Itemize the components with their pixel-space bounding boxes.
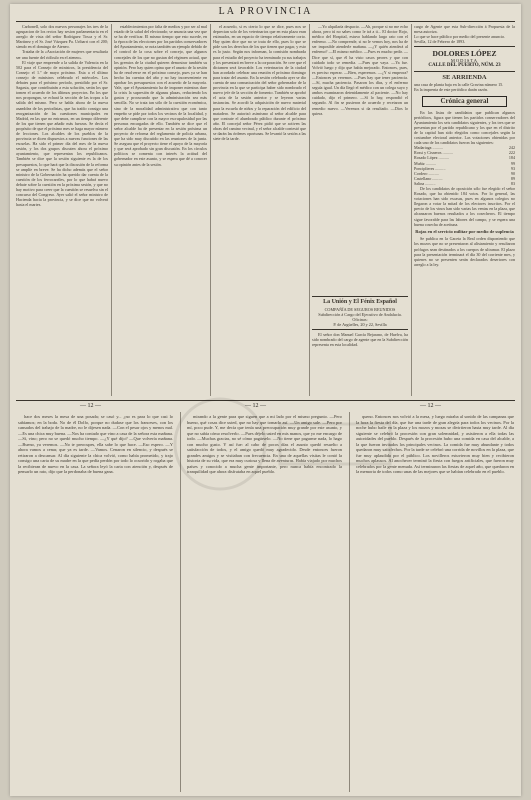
serial-text-1: hace dos meses la mesa de una posada; se casó y... ¿no es para lo que casi lo sabíamos; en la boda. No de él Dolfo, porque no dudase que los franceses, con los cansados del trabajo de la madre, no le dijesen nada. —Con el pesar ojos y menos mal. —Es una chica muy buena. —Nos ha contado que vino a casa de la señora esta mañana. —Sí, vino; pero no se quedó mucho tiempo. —¿Y qué dijo? —Que volvería mañana. —Bueno, ya veremos. —No te preocupes, ella sabe lo que hace. —Eso espero. —Y ahora vamos a cenar, que ya es tarde. —Vamos. Cenaron en silencio, y después se retiraron a descansar. Al día siguiente la chica volvió, como había prometido, y trajo consigo una carta de su madre en la que pedía perdón por todo lo ocurrido y rogaba que la recibieran de nuevo en la casa. La señora leyó la carta con atención y, después de pensarlo un rato, dijo que la perdonaba de buena gana.	[18, 414, 173, 474]
masthead-rule	[16, 21, 515, 22]
vote-table	[414, 145, 515, 186]
page-number-left: — 12 —	[80, 403, 101, 409]
cronica-more: De los candidatos de oposición sólo fue elegido el señor Rosado, que ha obtenido 184 votos. Por lo general, las votaciones han sido escasas, pues en algunos colegios no llegaron a votar la mitad de los electores inscritos. Por el precio de los vinos han sido varias las ventas en la plaza, que alcanzaron buenos resultados a los cosecheros. El tiempo sigue favorable para las labores del campo, y se espera una buena cosecha de aceituna.	[414, 185, 515, 227]
page-number-mid: — 12 —	[245, 403, 266, 409]
se-arrienda-text: una casa de planta baja en la calle Gravina número 15. En la imprenta de este periódico darán razón.	[414, 82, 504, 93]
cronica-text: En las listas de candidatos que publican algunos periódicos, figura que tienen los partidos conservadores del Ayuntamiento los seis candidatos siguientes, y los tres que se presentan por el partido republicano y los que en el distrito de la capital han sido elegidos como concejales según la costumbre electoral anterior. Las votaciones obtenidas por cada uno de los candidatos fueron las siguientes:	[414, 109, 515, 146]
vote-candidate: Rossi y Cisneros ..........	[414, 150, 453, 156]
vote-candidate: Cordero ..........	[414, 170, 439, 176]
vote-candidate: Madariaga ..........	[414, 145, 443, 151]
column-divider	[180, 412, 181, 792]
vote-count: 222	[508, 150, 515, 156]
divider-line	[312, 329, 408, 330]
col1-paragraph-2: Trataba de la «Asociación de mujeres que resultaría ser una fuente del ridículo en el ateneo».	[16, 49, 108, 60]
col4-story	[312, 24, 408, 294]
vote-candidate: Ponciplieres ..........	[414, 165, 446, 171]
insurance-ad-title: La Unión y El Fénix Español	[323, 299, 397, 305]
serial-column-2	[187, 414, 342, 792]
column-4	[312, 24, 408, 396]
divider-line	[414, 46, 515, 47]
newspaper-page	[10, 4, 521, 796]
vote-count: 90	[510, 170, 515, 176]
modista-role: MODISTA	[450, 58, 479, 64]
divider-line	[312, 296, 408, 297]
se-arrienda-banner: SE ARRIENDA	[442, 74, 487, 82]
serial-column-1	[18, 414, 173, 792]
masthead: LA PROVINCIA	[218, 6, 313, 17]
serial-text-3: queno. Entonces nos volvió a la mesa, y luego miraba al sonido de las campanas que la hora la fiesta del día, que fue una tarde de gran alegría para todos los vecinos. Por la noche hubo baile en la plaza y los mozos y mozas se divirtieron hasta muy tarde. Al día siguiente se celebró la procesión con gran solemnidad, y asistieron a ella todas las autoridades del pueblo. Después de la procesión hubo una comida en casa del alcalde, a la que fueron invitados los principales vecinos. La comida fue muy abundante y todos quedaron muy satisfechos. Por la tarde se celebró una corrida de novillos en la plaza, que fue muy aplaudida por el público. Los novilleros estuvieron muy bien y recibieron muchos aplausos. Al anochecer terminó la fiesta con fuegos artificiales, que fueron muy celebrados por la gente menuda. Así terminaron las fiestas de aquel año, que quedaron en la memoria de todos como unas de las mejores que se habían celebrado en el pueblo.	[356, 414, 514, 474]
column-divider	[111, 24, 112, 396]
vote-count: 83	[510, 180, 515, 186]
vote-count: 184	[508, 155, 515, 161]
col1-paragraph-3: El viaje que emprende a la salida de Valencia en la 502 para el Consejo de ministros, la presidencia del Consejo el 1.º de mayo próximo. Esta a el último consejo de ministros celebrado el miércoles. Los debates para el próximo período, presidido por el Sr. Sagasta, que contribuirán a esta solución, serán los que tomen el acuerdo de los últimos proyectos. En los que nos propongan, se echará la sección de las tropas a la salida del mismo. Pero se habla ahora de la nueva asamblea de los periodistas, que ha traído consigo una reorganización de las cuestiones municipales en Madrid, en las que no entramos, en un tiempo diferente de los que tienen que añadir más fuerzas. Se decía el propósito de que el próximo mes se haga mayor número de lecciones. Los alcaldes de los pueblos de la provincia se dicen dispuestos a nuevas funciones de las escuelas. Ha sido el primer día del mes de la nueva sesión, y los dos grupos discuten ahora el próximo ayuntamiento, que representan los republicanos. También se dice que la sesión siguiente es la de los presupuestos, lo que hará que la discusión de la reforma se amplíe en breve. Se ha dicho además que el señor ministro de la Gobernación ha querido dar cuenta de la cuestión de los ferrocarriles, por lo que habrá nuevo debate sobre la cuestión en la próxima sesión, y que no hay motivo para creer que la cuestión se resuelva sin el concurso del Congreso. Ayer salió el señor ministro de Hacienda hacia la provincia, y se dice que no volverá hasta el martes.	[16, 59, 108, 208]
cronica-subheading: Rojas en el servicio militar por medio de suplencia	[415, 228, 514, 234]
serial-column-3	[356, 414, 514, 792]
col2-text: establecimientos por falta de medios y por ser al mal estado de la salud del electorado; se anuncia una vez que se ha de verificar. El mismo tiempo que esto sucede, en la época de las elecciones por los partidos conservadores del Ayuntamiento, se nota también un ejemplo debido de el control de la cosa sobre el concejo, que algunos concejales de los que no gustan del régimen actual, que los gremios de la ciudad quieren demostrar también su opinión. Pero hay quien opina que el asunto de la sesión ha de resolverse en el próximo consejo, pues ya se han hecho las cuentas del año y no hay inconveniente en aprobar los presupuestos con el acuerdo de la mayoría. Vale, que el Ayuntamiento ha de imponer mientras dure la crisis la supresión de algunas plazas, reduciendo los gastos y procurando que la administración sea más sencilla. No se trata tan sólo de la cuestión económica, sino de la moralidad administrativa que con tanto empeño se pide por todos los vecinos de la localidad, y que debe cumplirse con la mayor escrupulosidad por las personas encargadas de ello. También se dice que el señor alcalde ha de presentar en la sesión próxima un proyecto de reforma del reglamento de policía urbana, que ha sido muy discutido en las reuniones de la junta. Se asegura que el proyecto tiene el apoyo de la mayoría y que será aprobado sin gran discusión. En los círculos políticos se comenta con interés la actitud del gobernador en este asunto, y se espera que dé a conocer su opinión antes de la sesión.	[114, 24, 207, 167]
cronica-heading: Crónica general	[422, 96, 507, 107]
modista-address: CALLE DEL PUERTO, NÚM. 23	[428, 63, 501, 69]
fold-rule	[16, 400, 515, 401]
modista-name: DOLORES LÓPEZ	[432, 49, 497, 59]
column-5	[414, 24, 515, 396]
vote-candidate: Muñiz ..........	[414, 160, 436, 166]
vote-candidate: Castellano ..........	[414, 175, 443, 181]
col4-notice: El señor don Manuel García Bejarano, de Huelva, ha sido nombrado del cargo de agente que en la Subdirección representa en esta localidad.	[312, 332, 408, 348]
col1-paragraph-1: Carbonell, solo dos nuevos personajes los tres de la agrupacion de los rectos hay sesion parlamentaria en el arreglo de vista del señor Rodriguez Tosca y el Sr. Martinez y el Sr. José Vázquez Pa. Uribarri con el 200; siendo en el domingo de Ateneo.	[16, 24, 108, 50]
column-divider	[210, 24, 211, 396]
vote-count: 89	[510, 175, 515, 181]
column-divider	[309, 24, 310, 396]
column-2	[114, 24, 207, 396]
page-number-right: — 12 —	[420, 403, 441, 409]
column-divider	[411, 24, 412, 396]
col3-text: el acuerdo, si es cierto lo que se dice, pues nos se deprecian solo de los veterinarios que en esta plaza eran estimados, en un espacio de tiempo relativamente corto. Hay quien dice que no se trata de ello, pues lo que se pide son los derechos de los que tienen que pagar, y esto es lo justo. Según nos informan, la comisión nombrada para el estudio del proyecto ha terminado ya sus trabajos y los presentará en breve a la corporación. Se cree que el dictamen será favorable. Los veterinarios de la ciudad han acordado celebrar una reunión el próximo domingo para tratar del asunto. En la sesión celebrada ayer se dio cuenta de una comunicación del señor gobernador de la provincia en la que se participa haber sido nombrado el nuevo jefe de la sección de fomento. También se aprobó el acta de la sesión anterior y se leyeron varias instancias. Se acordó la adquisición de nuevo material para la escuela de niños y la reparación del edificio del matadero. Se autorizó asimismo al señor alcalde para que contrate el alumbrado público durante el próximo año. El concejal señor Pérez pidió que se activen las obras del camino vecinal, y el señor alcalde contestó que se darán las órdenes oportunas. Se levantó la sesión a las siete de la tarde.	[213, 24, 306, 142]
divider-line	[414, 71, 515, 72]
vote-count: 242	[508, 145, 515, 151]
column-divider	[349, 412, 350, 792]
vote-candidate: Rosado López ..........	[414, 155, 449, 161]
vote-count: 99	[510, 160, 515, 166]
col4-story-text: —Yo alquilaría despacio. —Ah, porque si no me echo ahora, pero tú no sabes como le irá a ti... El doctor Rojo, médico del Hospital, estuvo hablando largo rato con el enfermo. —No comprende, si no le vemos hoy, nos ha de ser imposible atenderle mañana. —¿Y quién atenderá al enfermo? —El mismo médico. —Pues es mucho pedir. —Dice que sí, que él ha visto casos peores y que con cuidado todo se remedia. —Pues que vaya. —Ya fue. Volvió luego y dijo que había mejorado. Entonces, pues, es preciso esperar. —Bien, esperemos. —¿Y si empeora? —Entonces ya veremos. —Pues hay que tener paciencia. —Sí, mucha paciencia. Pasaron los días, y el enfermo seguía igual. Un día llegó el médico con un colega suyo y ambos examinaron detenidamente al paciente. —No hay cuidado, dijo el primero. —Sí lo hay, respondió el segundo. Al fin se pusieron de acuerdo y recetaron un remedio nuevo. —Veremos si da resultado. —Dios lo quiera.	[312, 24, 408, 116]
vote-candidate: Salina ..........	[414, 180, 436, 186]
column-1	[16, 24, 108, 396]
vote-count: 93	[510, 165, 515, 171]
cronica-end: Se publica en la Gaceta la Real orden disponiendo que los mozos que no se presentaron al alistamiento y resultaron prófugos sean destinados a los cuerpos de ultramar. El plazo para la presentación terminará el día 30 del corriente mes, y quienes no se presenten serán declarados desertores con arreglo a la ley.	[414, 236, 515, 267]
col5-notice: cargo de Agente que esta Sub-dirección á Propuesta de la mesa autoriza. Lo que se hace público por medio del presente anuncio. Sevilla, 12 de Febrero de 1893.	[414, 24, 515, 45]
insurance-ad-subtitle: COMPAÑÍA DE SEGUROS REUNIDOS Subdirección á Cargo del Ejecutivo de Andalucía. Oficinas: P. de Argüelles, 20 y 22, Sevilla	[318, 307, 402, 327]
serial-text-2: mirando a la gente para que siguen que a mi lado por el mismo pregunto. —Pero bueno, qué cosas dice usted, que no hay que tomarlo así. —Un amigo sale. —Pero por mí, poco pude. Y, me decía que tenía una preocupación muy grande por este asunto, y que no sabía cómo resolverlo. —Pues déjelo usted en mis manos, que yo me encargo de todo. —Muchas gracias, no sé cómo pagárselo. —No tiene que pagarme nada, lo hago con mucho gusto. Y así fue: al cabo de pocos días el asunto quedó resuelto a satisfacción de todos, y el amigo quedó muy agradecido. Desde entonces fueron grandes amigos y se visitaban con frecuencia. En una de aquellas visitas le contó la historia de su vida, que era muy curiosa y llena de aventuras. Había viajado por muchos países y conocido a mucha gente importante, pero nunca había encontrado la tranquilidad que ahora disfrutaba en aquel pueblo.	[187, 414, 342, 474]
column-3	[213, 24, 306, 396]
